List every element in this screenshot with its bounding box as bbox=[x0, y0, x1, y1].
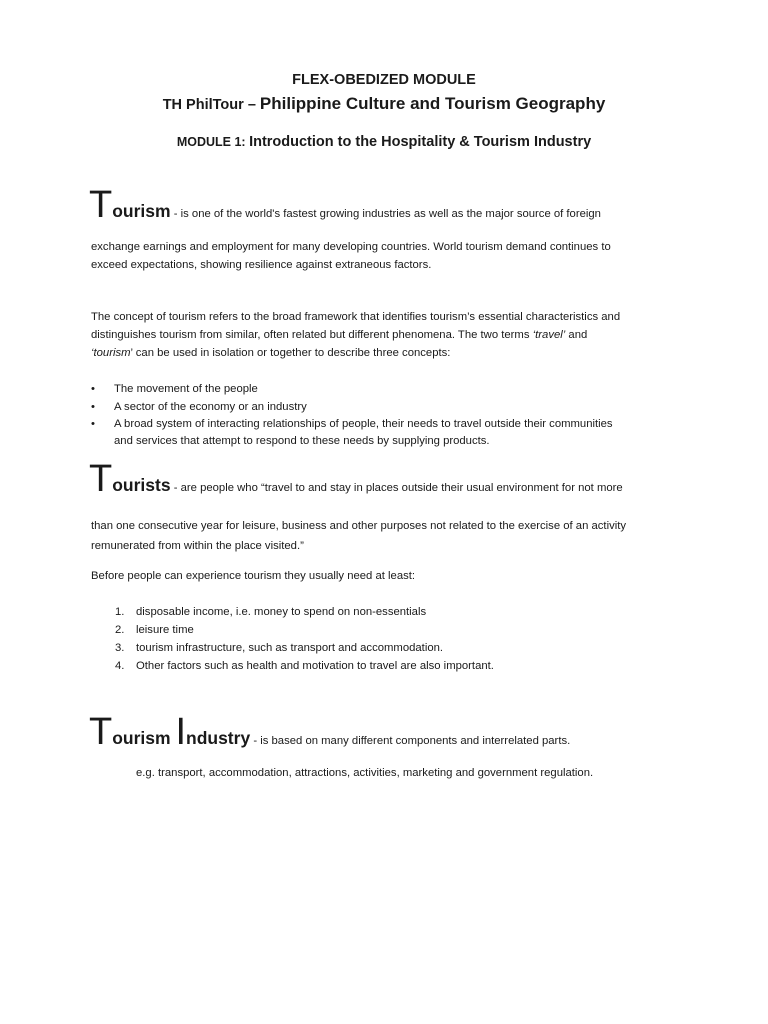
list-item-text: A sector of the economy or an industry bbox=[114, 401, 307, 413]
text-line: than one consecutive year for leisure, business and other purposes not related to the exercise of an activity bbox=[91, 520, 627, 532]
bullet-marker: • bbox=[91, 401, 95, 413]
module-title bbox=[0, 134, 768, 150]
course-name: Philippine Culture and Tourism Geography bbox=[259, 94, 606, 113]
list-number: 3. bbox=[115, 642, 125, 654]
list-item-text: Other factors such as health and motivation to travel are also important. bbox=[136, 660, 494, 672]
list-item bbox=[91, 398, 691, 416]
drop-cap: T bbox=[89, 458, 113, 500]
term-tourism-italic: ‘tourism bbox=[91, 347, 131, 359]
list-item bbox=[91, 380, 691, 398]
needs-numbered-list bbox=[91, 603, 691, 675]
text-line bbox=[91, 326, 691, 344]
text-span: ’ can be used in isolation or together to describe three concepts: bbox=[130, 347, 451, 359]
list-number: 1. bbox=[115, 606, 125, 618]
list-item bbox=[91, 639, 691, 657]
list-item bbox=[91, 603, 691, 621]
term-travel: ‘travel’ bbox=[532, 329, 566, 341]
list-item-text: and services that attempt to respond to these needs by supplying products. bbox=[114, 435, 490, 447]
text-line: The concept of tourism refers to the broad framework that identifies tourism’s essential characteristics and bbox=[91, 311, 621, 323]
term-tourism: ourism bbox=[112, 201, 171, 221]
industry-example: e.g. transport, accommodation, attractions, activities, marketing and government regulation. bbox=[136, 767, 594, 779]
drop-cap: T bbox=[89, 184, 113, 226]
tourism-definition-continued bbox=[91, 238, 691, 274]
tourists-definition-continued bbox=[91, 516, 691, 556]
list-number: 4. bbox=[115, 660, 125, 672]
tourists-definition bbox=[89, 460, 623, 498]
course-code: TH PhilTour – bbox=[162, 97, 260, 113]
list-item-text: tourism infrastructure, such as transport and accommodation. bbox=[136, 642, 444, 654]
module-name: Introduction to the Hospitality & Tourism Industry bbox=[249, 134, 592, 150]
module-number: MODULE 1: bbox=[176, 135, 250, 149]
course-title bbox=[0, 94, 768, 114]
tourism-definition bbox=[89, 186, 601, 224]
bullet-marker: • bbox=[91, 418, 95, 430]
list-number: 2. bbox=[115, 624, 125, 636]
term-tourists: ourists bbox=[112, 475, 171, 495]
concept-paragraph bbox=[91, 308, 691, 362]
text-span: distinguishes tourism from similar, often related but different phenomena. The two terms bbox=[91, 329, 533, 341]
term-tourism: ourism bbox=[112, 728, 176, 748]
list-item-text: leisure time bbox=[136, 624, 194, 636]
list-item-text: disposable income, i.e. money to spend on non-essentials bbox=[136, 606, 427, 618]
list-item bbox=[91, 621, 691, 639]
text-line: remunerated from within the place visited.” bbox=[91, 540, 304, 552]
tourism-industry-definition bbox=[89, 713, 570, 751]
definition-text: - is one of the world's fastest growing industries as well as the major source of foreign bbox=[170, 208, 601, 220]
text-line bbox=[91, 344, 691, 362]
module-label: FLEX-OBEDIZED MODULE bbox=[292, 72, 476, 88]
definition-text: - is based on many different components and interrelated parts. bbox=[250, 735, 571, 747]
text-line: exceed expectations, showing resilience against extraneous factors. bbox=[91, 259, 432, 271]
concepts-bullet-list bbox=[91, 380, 691, 450]
drop-cap: I bbox=[175, 711, 186, 753]
text-line: exchange earnings and employment for many developing countries. World tourism demand continues to bbox=[91, 241, 611, 253]
definition-text: - are people who “travel to and stay in places outside their usual environment for not more bbox=[170, 482, 623, 494]
drop-cap: T bbox=[89, 711, 113, 753]
list-item bbox=[91, 657, 691, 675]
list-item-text: The movement of the people bbox=[114, 383, 258, 395]
term-industry: ndustry bbox=[186, 728, 251, 748]
bullet-marker: • bbox=[91, 383, 95, 395]
list-item bbox=[91, 416, 691, 450]
before-paragraph: Before people can experience tourism they usually need at least: bbox=[91, 570, 416, 582]
list-item-text: A broad system of interacting relationships of people, their needs to travel outside their communities bbox=[114, 418, 613, 430]
text-span: and bbox=[565, 329, 588, 341]
